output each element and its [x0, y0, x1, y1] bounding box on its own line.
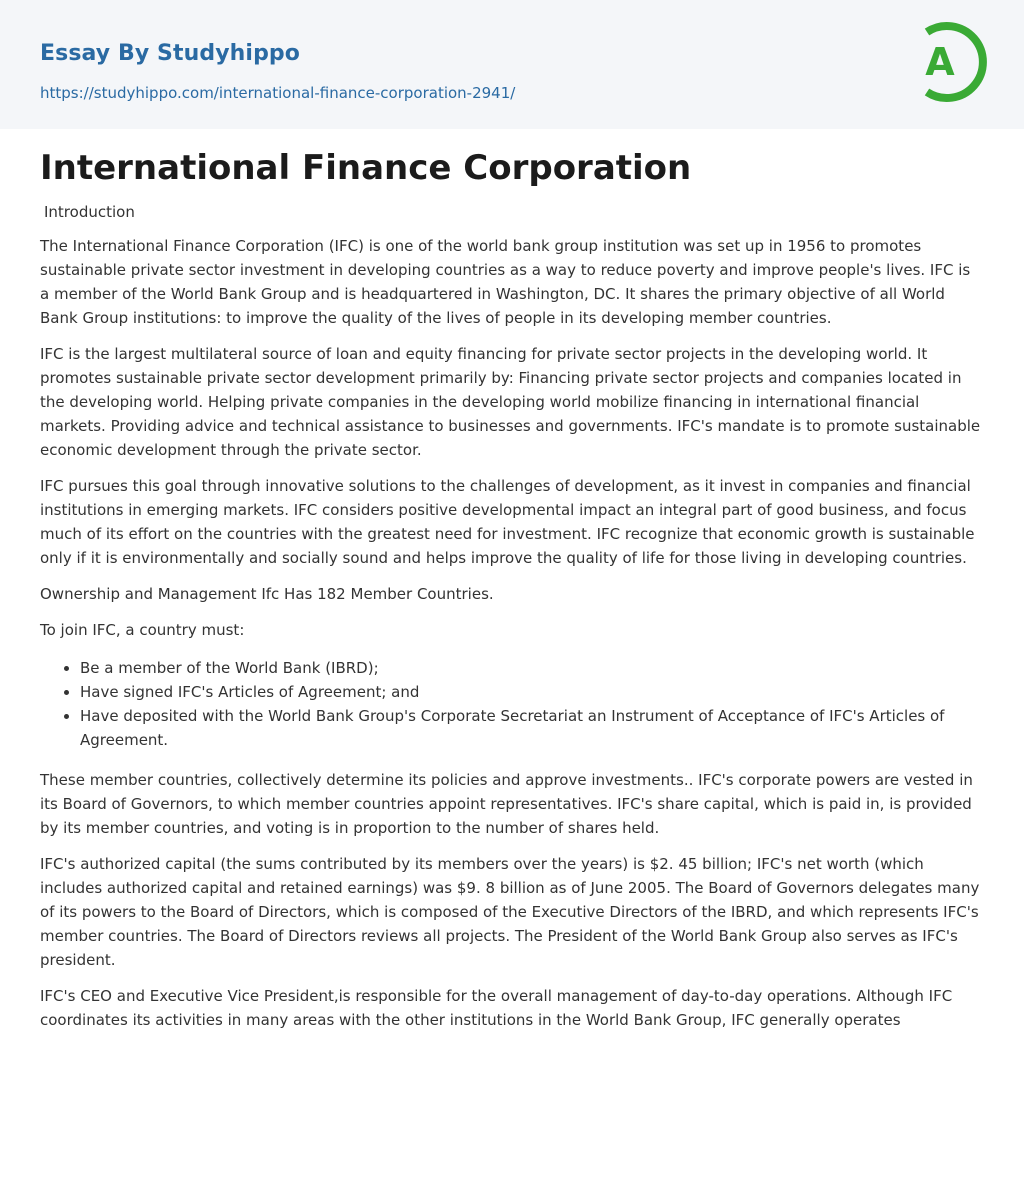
- paragraph: To join IFC, a country must:: [40, 621, 245, 639]
- paragraph: Ownership and Management Ifc Has 182 Member Countries.: [40, 585, 494, 603]
- page-title: International Finance Corporation: [40, 148, 692, 188]
- header-bar: [0, 0, 1024, 129]
- brand-title[interactable]: Essay By Studyhippo: [40, 41, 300, 66]
- essay-url-link[interactable]: https://studyhippo.com/international-finance-corporation-2941/: [40, 84, 516, 102]
- studyhippo-logo-icon[interactable]: [909, 18, 989, 106]
- paragraph: IFC pursues this goal through innovative solutions to the challenges of development, as it invest in companies and financial institutions in emerging markets. IFC considers positive developmental impact an integral part of good business, and focus much of its effort on the countries with the greatest need for investment. IFC recognize that economic growth is sustainable only if it is environmentally and socially sound and helps improve the quality of life for those living in developing countries.: [40, 477, 975, 567]
- paragraph: IFC is the largest multilateral source of loan and equity financing for private sector projects in the developing world. It promotes sustainable private sector development primarily by: Financing private sector projects and companies located in the developing world. Helping private companies in the developing world mobilize financing in international financial markets. Providing advice and technical assistance to businesses and governments. IFC's mandate is to promote sustainable economic development through the private sector.: [40, 345, 981, 459]
- intro-label: Introduction: [44, 203, 135, 221]
- list-item: • Have deposited with the World Bank Group's Corporate Secretariat an Instrument of Acceptance of IFC's Articles of Agreement.: [80, 704, 984, 752]
- paragraph: IFC's authorized capital (the sums contributed by its members over the years) is $2. 45 billion; IFC's net worth (which includes authorized capital and retained earnings) was $9. 8 billion as of June 2005. The Board of Governors delegates many of its powers to the Board of Directors, which is composed of the Executive Directors of the IBRD, and which represents IFC's member countries. The Board of Directors reviews all projects. The President of the World Bank Group also serves as IFC's president.: [40, 855, 980, 969]
- paragraph: These member countries, collectively determine its policies and approve investments.. IFC's corporate powers are vested in its Board of Governors, to which member countries appoint representatives. IFC's share capital, which is paid in, is provided by its member countries, and voting is in proportion to the number of shares held.: [40, 771, 973, 837]
- list-item: • Be a member of the World Bank (IBRD);: [80, 656, 984, 680]
- paragraph: IFC's CEO and Executive Vice President,is responsible for the overall management of day-to-day operations. Although IFC coordinates its activities in many areas with the other institutions in the World Bank Group, IFC generally operates: [40, 987, 953, 1029]
- logo-letter: A: [925, 40, 955, 84]
- requirements-list: [40, 656, 984, 752]
- article: [40, 146, 984, 1032]
- list-item: • Have signed IFC's Articles of Agreement; and: [80, 680, 984, 704]
- paragraph: The International Finance Corporation (IFC) is one of the world bank group institution was set up in 1956 to promotes sustainable private sector investment in developing countries as a way to reduce poverty and improve people's lives. IFC is a member of the World Bank Group and is headquartered in Washington, DC. It shares the primary objective of all World Bank Group institutions: to improve the quality of the lives of people in its developing member countries.: [40, 237, 971, 327]
